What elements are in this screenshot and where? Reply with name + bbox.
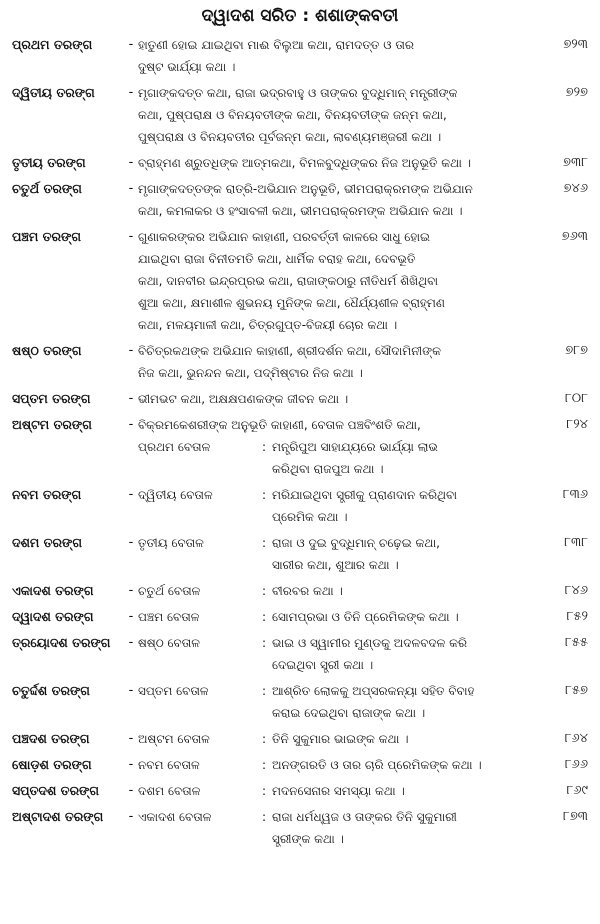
story-text [272, 680, 538, 724]
wave-label: ଅଷ୍ଟାଦଶ ତରଙ୍ଗ [12, 809, 104, 824]
dash-separator: - [128, 535, 134, 550]
wave-label: ତୃତୀୟ ତରଙ୍ଗ [12, 155, 86, 170]
contents-row [12, 388, 588, 410]
contents-row [12, 226, 588, 336]
wave-label: ଏକାଦଶ ତରଙ୍ଗ [12, 583, 94, 598]
entry-line: ନିଜ କଥା, ଭୁନନ୍ଦନ କଥା, ପଦ୍ମିଷ୍ଟାର ନିଜ କଥା । [138, 366, 363, 380]
story-text [272, 436, 538, 480]
entry-content [138, 632, 542, 676]
contents-row [12, 414, 588, 480]
colon-separator: : [261, 536, 267, 550]
dash-separator: - [128, 635, 134, 650]
page-number: ୮୬୪ [564, 731, 588, 746]
dash-separator: - [128, 809, 134, 824]
wave-label: ପଞ୍ଚମ ତରଙ୍ଗ [12, 229, 81, 244]
dash-separator: - [128, 757, 134, 772]
contents-row [12, 340, 588, 384]
page-number: ୮୫୫ [564, 635, 588, 650]
entry-line: କଥା, ଦାନବୀର ଇନ୍ଦ୍ରପ୍ରଭ କଥା, ରାଜାଙ୍କଠାରୁ ନୀତିଧର୍ମ ଶିଖିଥିବା [138, 274, 439, 288]
entry-content [138, 34, 542, 78]
vetal-label: ନବମ ବେତାଳ [138, 758, 200, 772]
vetal-entry [138, 484, 538, 528]
story-line: ମରିଯାଇଥିବା ସ୍ତ୍ରୀକୁ ପ୍ରାଣଦାନ କରିଥିବା [272, 488, 457, 502]
wave-label: ସପ୍ତଦଶ ତରଙ୍ଗ [12, 783, 100, 798]
vetal-label: ପଞ୍ଚମ ବେତାଳ [138, 610, 200, 624]
vetal-label: ଚତୁର୍ଥ ବେତାଳ [138, 584, 201, 598]
story-text [272, 606, 538, 628]
vetal-label: ସପ୍ତମ ବେତାଳ [138, 684, 209, 698]
page-number: ୮୨୪ [566, 417, 588, 432]
page-number: ୮୦୮ [565, 391, 588, 406]
story-text [272, 484, 538, 528]
page-number: ୭୩୮ [563, 155, 588, 170]
entry-line: ଶୁଆ କଥା, କ୍ଷମାଶୀଳ ଶୁଭନୟ ମୁନିଙ୍କ କଥା, ଧୈର୍ଯ୍ୟଶୀଳ ବ୍ରାହ୍ମଣ [138, 296, 445, 310]
vetal-label: ଅଷ୍ଟମ ବେତାଳ [138, 732, 210, 746]
entry-line: ମୃଗାଙ୍କଦତ୍ତଙ୍କ ରାତ୍ରି-ଅଭିଯାନ ଅନୁଭୂତି, ଭୀମପରାକ୍ରମଙ୍କ ଅଭିଯାନ [138, 182, 473, 196]
vetal-label: ତୃତୀୟ ବେତାଳ [138, 536, 204, 550]
story-line: ସୋମପ୍ରଭା ଓ ତିନି ପ୍ରେମିକଙ୍କ କଥା । [272, 610, 459, 624]
dash-separator: - [128, 783, 134, 798]
entry-content [138, 82, 542, 148]
wave-label: ଷଷ୍ଠ ତରଙ୍ଗ [12, 343, 82, 358]
story-line: ସାରୀର କଥା, ଶୁଆର କଥା । [272, 558, 399, 572]
page-number: ୮୩୬ [562, 487, 588, 502]
vetal-entry [138, 680, 538, 724]
dash-separator: - [128, 181, 134, 196]
vetal-entry [138, 580, 538, 602]
wave-label: ପଞ୍ଚଦଶ ତରଙ୍ଗ [12, 731, 90, 746]
dash-separator: - [128, 583, 134, 598]
contents-row [12, 532, 588, 576]
story-text [272, 780, 538, 802]
wave-label: ଚତୁର୍ଥ ତରଙ୍ଗ [12, 181, 82, 196]
contents-row [12, 806, 588, 850]
story-text [272, 806, 538, 850]
entry-line: ବିଚିତ୍ରକଥଙ୍କ ଅଭିଯାନ କାହାଣୀ, ଶ୍ରୀଦର୍ଶନ କଥା, ସୌଦାମିନୀଙ୍କ [138, 344, 441, 358]
entry-line: ପୁଷ୍ପରାକ୍ଷ ଓ ବିନୟବତୀର ପୂର୍ବଜନ୍ମ କଥା, ଲାବଣ୍ୟମଞ୍ଜରୀ କଥା । [138, 130, 442, 144]
dash-separator: - [128, 155, 134, 170]
entry-content [138, 388, 542, 410]
vetal-entry [138, 754, 538, 776]
vetal-entry [138, 780, 538, 802]
dash-separator: - [128, 487, 134, 502]
entry-line: ଭୀମଭଟ କଥା, ଅକ୍ଷକ୍ଷପଣକଙ୍କ ଜୀବନ କଥା । [138, 392, 349, 406]
page-title: ଦ୍ୱାଦଶ ସରିତ : ଶଶାଙ୍କବତୀ [201, 6, 399, 26]
wave-label: ଅଷ୍ଟମ ତରଙ୍ଗ [12, 417, 92, 432]
page-number: ୮୬୬ [564, 757, 588, 772]
colon-separator: : [261, 684, 267, 698]
story-line: ତିନି ସୁକୁମାର ଭାଇଙ୍କ କଥା । [272, 732, 409, 746]
story-line: ରାଜା ଓ ଦୁଇ ବୁଦ୍ଧିମାନ୍ ଚଢ଼େଇ କଥା, [272, 536, 440, 550]
contents-row [12, 152, 588, 174]
story-text [272, 728, 538, 750]
vetal-entry [138, 606, 538, 628]
colon-separator: : [261, 440, 267, 454]
page-number: ୭୨୩ [563, 37, 588, 52]
entry-line: ଦୁଷ୍ଟ ଭାର୍ଯ୍ୟା କଥା । [138, 60, 236, 74]
contents-row [12, 178, 588, 222]
entry-line: ଗୁଣାକରଙ୍କର ଅଭିଯାନ କାହାଣୀ, ପରବର୍ତ୍ତୀ କାଳରେ ସାଧୁ ହୋଇ [138, 230, 430, 244]
dash-separator: - [128, 85, 134, 100]
entry-content [138, 226, 542, 336]
story-line: ମଦନସେନାର ସମସ୍ୟା କଥା । [272, 784, 405, 798]
entry-line: ବିକ୍ରମକେଶରୀଙ୍କ ଅନୁଭୂତି କାହାଣୀ, ବେତାଳ ପଞ୍ଚବିଂଶତି କଥା, [138, 418, 421, 432]
colon-separator: : [261, 610, 267, 624]
wave-label: ନବମ ତରଙ୍ଗ [12, 487, 82, 502]
vetal-label: ଏକାଦଶ ବେତାଳ [138, 810, 212, 824]
colon-separator: : [261, 488, 267, 502]
dash-separator: - [128, 731, 134, 746]
entry-line: ବ୍ରାହ୍ମଣ ଶ୍ରୁତଧିଙ୍କ ଆତ୍ମକଥା, ବିମଳବୁଦ୍ଧିଙ୍କର ନିଜ ଅନୁଭୂତି କଥା । [138, 156, 472, 170]
vetal-entry [138, 728, 538, 750]
page-number: ୭୪୬ [563, 181, 588, 196]
entry-content [138, 606, 542, 628]
entry-content [138, 340, 542, 384]
dash-separator: - [128, 37, 134, 52]
story-text [272, 754, 538, 776]
contents-row [12, 754, 588, 776]
story-line: କରାଇ ଦେଇଥିବା ରାଜାଙ୍କ କଥା । [272, 706, 426, 720]
entry-content [138, 806, 542, 850]
entry-line: ଯାଇଥିବା ରାଜା ବିନୀତମତି କଥା, ଧାର୍ମିକ ବରାହ କଥା, ଦେବଭୂତି [138, 252, 416, 266]
story-line: ରାଜା ଧର୍ମଧ୍ୱଜ ଓ ତାଙ୍କର ତିନି ସୁକୁମାରୀ [272, 810, 457, 824]
page-number: ୮୩୮ [564, 535, 588, 550]
wave-label: ଚତୁର୍ଦ୍ଦଶ ତରଙ୍ଗ [12, 683, 90, 698]
contents-row [12, 728, 588, 750]
vetal-label: ଷଷ୍ଠ ବେତାଳ [138, 636, 200, 650]
entry-content [138, 178, 542, 222]
vetal-entry [138, 436, 538, 480]
wave-label: ଦ୍ୱିତୀୟ ତରଙ୍ଗ [12, 85, 95, 100]
story-line: କରିଥିବା ରାଜପୁଅ କଥା । [272, 462, 384, 476]
contents-row [12, 34, 588, 78]
entry-content [138, 414, 542, 480]
vetal-entry [138, 632, 538, 676]
wave-label: ସପ୍ତମ ତରଙ୍ଗ [12, 391, 91, 406]
contents-row [12, 680, 588, 724]
page-number: ୮୫୭ [565, 683, 588, 698]
story-line: ଭାଇ ଓ ସ୍ୱାମୀର ମୁଣ୍ଡକୁ ଅଦଳବଦଳ କରି [272, 636, 468, 650]
story-text [272, 532, 538, 576]
page-number: ୭୨୭ [565, 85, 588, 100]
wave-label: ଷୋଡ଼ଶ ତରଙ୍ଗ [12, 757, 92, 772]
wave-label: ପ୍ରଥମ ତରଙ୍ଗ [12, 37, 93, 52]
wave-label: ଦ୍ୱାଦଶ ତରଙ୍ଗ [12, 609, 94, 624]
story-text [272, 580, 538, 602]
entry-line: କଥା, ପୁଷ୍ପରାକ୍ଷ ଓ ବିନୟବତୀଙ୍କ କଥା, ବିନୟବତୀଙ୍କ ଜନ୍ମ କଥା, [138, 108, 447, 122]
entry-line: କଥା, କମଳାକର ଓ ହଂସାବଳୀ କଥା, ଭୀମପରାକ୍ରମଙ୍କ ଅଭିଯାନ କଥା । [138, 204, 463, 218]
contents-row [12, 484, 588, 528]
contents-row [12, 580, 588, 602]
vetal-label: ଦ୍ୱିତୀୟ ବେତାଳ [138, 488, 213, 502]
dash-separator: - [128, 343, 134, 358]
colon-separator: : [261, 758, 267, 772]
story-line: ସ୍ତ୍ରୀଙ୍କ କଥା । [272, 832, 344, 846]
page-number: ୮୬୯ [566, 783, 588, 798]
story-line: ଆଶ୍ରିତ ଲୋକକୁ ଅପ୍ସରକନ୍ୟା ସହିତ ବିବାହ [272, 684, 475, 698]
entry-content [138, 780, 542, 802]
entry-line: କଥା, ମଳୟମାଳୀ କଥା, ଚିତ୍ରଗୁପ୍ତ-ବିଜୟୀ ଚୋର କଥା । [138, 318, 398, 332]
colon-separator: : [261, 732, 267, 746]
page-number: ୭୮୭ [565, 343, 588, 358]
story-line: ଦେଇଥିବା ସ୍ତ୍ରୀ କଥା । [272, 658, 374, 672]
dash-separator: - [128, 609, 134, 624]
colon-separator: : [261, 636, 267, 650]
wave-label: ଦଶମ ତରଙ୍ଗ [12, 535, 82, 550]
page-number: ୮୫୨ [566, 609, 588, 624]
wave-label: ତ୍ରୟୋଦଶ ତରଙ୍ଗ [12, 635, 111, 650]
dash-separator: - [128, 417, 134, 432]
vetal-entry [138, 806, 538, 850]
contents-list [12, 34, 588, 854]
contents-row [12, 632, 588, 676]
entry-line: ହାତୁଣୀ ହୋଇ ଯାଇଥିବା ମାଈ ବିଲୁଆ କଥା, ରାମଦତ୍ତ ଓ ତାର [138, 38, 415, 52]
page-number: ୮୭୩ [563, 809, 588, 824]
contents-row [12, 606, 588, 628]
entry-line: ମୃଗାଙ୍କଦତ୍ତ କଥା, ରାଜା ଭଦ୍ରବାହୁ ଓ ତାଙ୍କର ବୁଦ୍ଧିମାନ୍ ମନ୍ତ୍ରୀଙ୍କ [138, 86, 458, 100]
entry-content [138, 580, 542, 602]
entry-content [138, 728, 542, 750]
vetal-label: ଦଶମ ବେତାଳ [138, 784, 201, 798]
story-text [272, 632, 538, 676]
dash-separator: - [128, 683, 134, 698]
vetal-entry [138, 532, 538, 576]
contents-row [12, 780, 588, 802]
story-line: ମନ୍ତ୍ରିପୁଅ ସାହାଯ୍ୟରେ ଭାର୍ଯ୍ୟା ଲାଭ [272, 440, 438, 454]
story-line: ବୀରବର କଥା । [272, 584, 343, 598]
entry-content [138, 754, 542, 776]
entry-content [138, 484, 542, 528]
entry-content [138, 152, 542, 174]
story-line: ଅନଙ୍ଗରତି ଓ ତାର ଚାରି ପ୍ରେମିକଙ୍କ କଥା । [272, 758, 482, 772]
entry-content [138, 532, 542, 576]
entry-content [138, 680, 542, 724]
page-number: ୮୪୬ [564, 583, 588, 598]
dash-separator: - [128, 229, 134, 244]
colon-separator: : [261, 810, 267, 824]
vetal-label: ପ୍ରଥମ ବେତାଳ [138, 440, 211, 454]
dash-separator: - [128, 391, 134, 406]
page-number: ୭୬୩ [561, 229, 588, 244]
colon-separator: : [261, 584, 267, 598]
story-line: ପ୍ରେମିକ କଥା । [272, 510, 348, 524]
contents-row [12, 82, 588, 148]
colon-separator: : [261, 784, 267, 798]
